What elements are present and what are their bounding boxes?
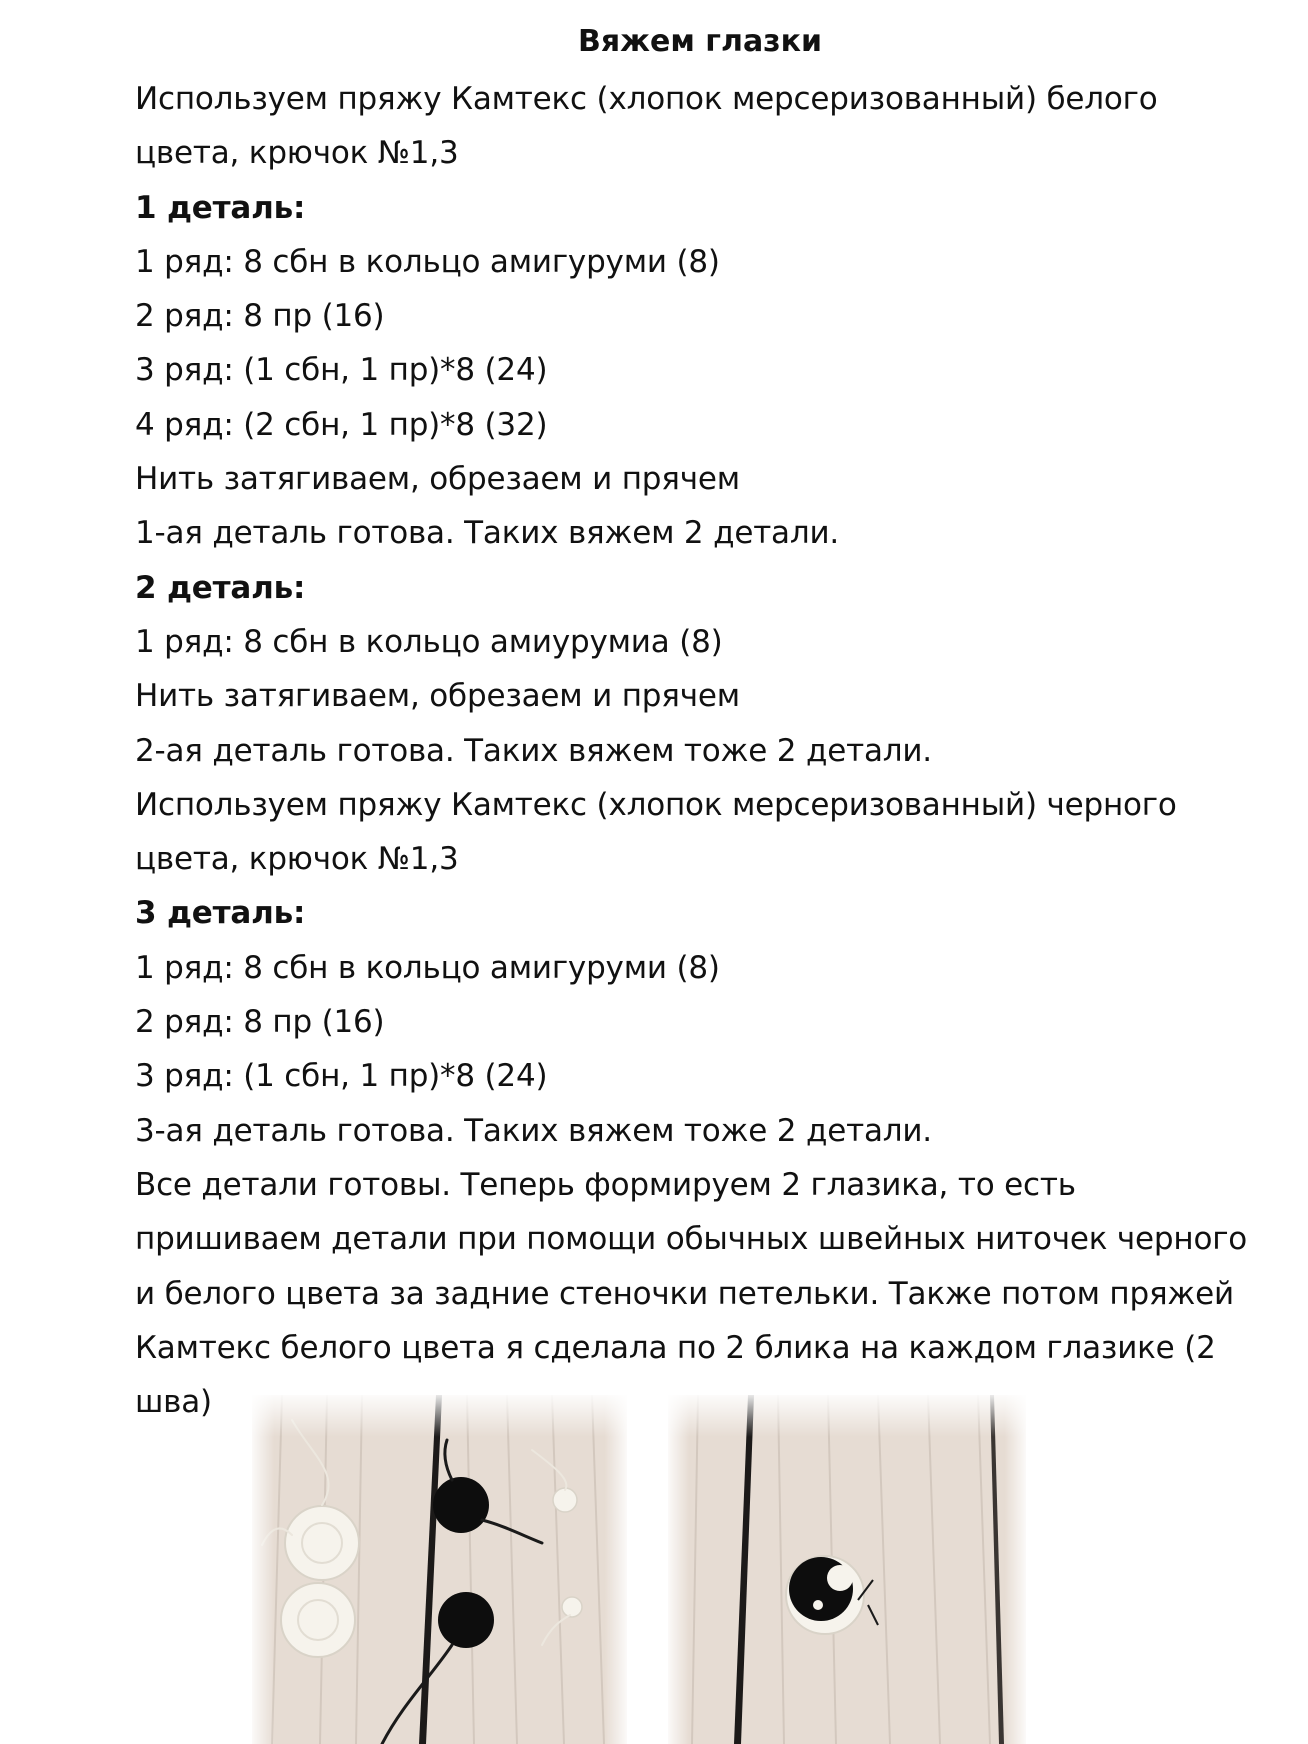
row-instruction: 3 ряд: (1 сбн, 1 пр)*8 (24) xyxy=(135,352,548,389)
section-heading: 1 деталь: xyxy=(135,189,306,226)
text-line: 3-ая деталь готова. Таких вяжем тоже 2 детали. xyxy=(135,1112,932,1149)
instructions-text xyxy=(135,72,1275,1429)
text-line: Нить затягиваем, обрезаем и прячем xyxy=(135,678,740,715)
photo-crochet-parts xyxy=(252,1395,627,1744)
section-heading: 2 деталь: xyxy=(135,569,306,606)
section-heading: 3 деталь: xyxy=(135,895,306,932)
text-line: Используем пряжу Камтекс (хлопок мерсеризованный) белого xyxy=(135,81,1158,117)
row-instruction: 1 ряд: 8 сбн в кольцо амигуруми (8) xyxy=(135,949,720,986)
text-line: 1-ая деталь готова. Таких вяжем 2 детали. xyxy=(135,515,840,552)
row-instruction: 4 ряд: (2 сбн, 1 пр)*8 (32) xyxy=(135,406,548,443)
text-line: цвета, крючок №1,3 xyxy=(135,135,459,172)
text-line: и белого цвета за задние стеночки петельки. Также потом пряжей xyxy=(135,1275,1234,1312)
text-line: Используем пряжу Камтекс (хлопок мерсеризованный) черного xyxy=(135,786,1177,823)
text-line: Все детали готовы. Теперь формируем 2 глазика, то есть xyxy=(135,1166,1076,1203)
row-instruction: 2 ряд: 8 пр (16) xyxy=(135,1004,385,1041)
text-line: Камтекс белого цвета я сделала по 2 блика на каждом глазике (2 xyxy=(135,1329,1216,1366)
text-line: 2-ая деталь готова. Таких вяжем тоже 2 детали. xyxy=(135,732,932,769)
row-instruction: 1 ряд: 8 сбн в кольцо амиурумиа (8) xyxy=(135,623,723,660)
text-line: цвета, крючок №1,3 xyxy=(135,841,459,878)
text-line: Нить затягиваем, обрезаем и прячем xyxy=(135,461,740,498)
photo-assembled-eye xyxy=(668,1395,1026,1744)
row-instruction: 2 ряд: 8 пр (16) xyxy=(135,298,385,335)
row-instruction: 1 ряд: 8 сбн в кольцо амигуруми (8) xyxy=(135,243,720,280)
text-line: пришиваем детали при помощи обычных швейных ниточек черного xyxy=(135,1221,1248,1258)
page-title: Вяжем глазки xyxy=(578,24,822,59)
text-line: шва) xyxy=(135,1384,212,1421)
row-instruction: 3 ряд: (1 сбн, 1 пр)*8 (24) xyxy=(135,1058,548,1095)
